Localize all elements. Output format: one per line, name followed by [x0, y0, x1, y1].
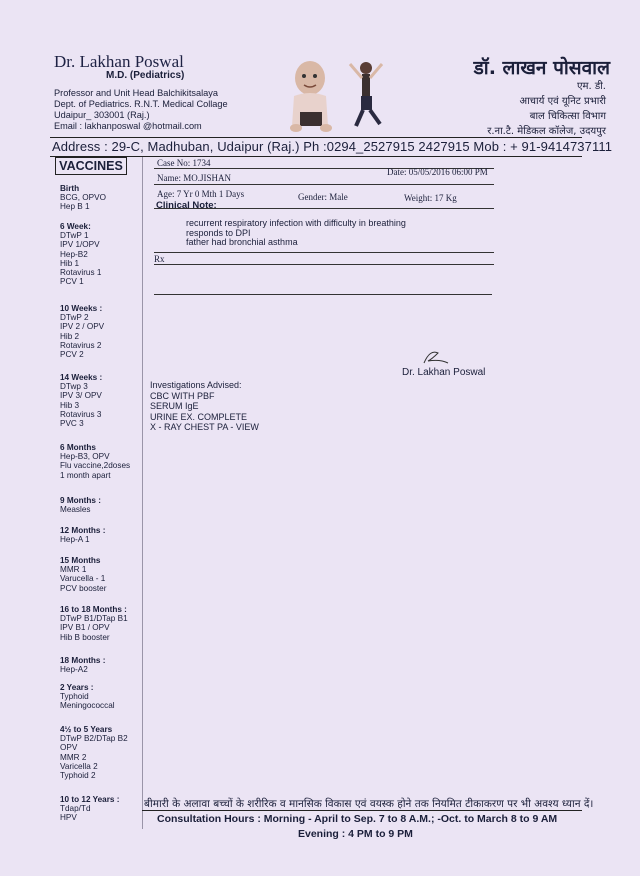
case-number: Case No: 1734: [157, 158, 211, 168]
doctor-city-line: Udaipur_ 303001 (Raj.): [54, 110, 150, 120]
doctor-dept-line: Dept. of Pediatrics. R.N.T. Medical Collage: [54, 99, 228, 109]
vaccine-item: DTwP 1: [60, 231, 89, 241]
visit-date: Date: 05/05/2016 06:00 PM: [387, 167, 488, 177]
vaccine-item: Varucella - 1: [60, 574, 106, 584]
vaccine-item: Hep B 1: [60, 202, 90, 212]
vaccine-group: [60, 184, 106, 212]
vaccines-title: VACCINES: [55, 157, 127, 175]
column-divider: [142, 157, 143, 829]
vaccine-item: IPV 3/ OPV: [60, 391, 102, 401]
vaccine-item: HPV: [60, 813, 77, 823]
vaccine-item: PCV 1: [60, 277, 84, 287]
vaccine-item: DTwP B2/DTap B2: [60, 734, 128, 744]
clinical-note-line: responds to DPI: [186, 228, 251, 238]
vaccine-group-title: 2 Years :: [60, 683, 94, 692]
footer-rule: [142, 810, 582, 811]
header-rule-bottom: [50, 156, 582, 157]
doctor-name-hindi: डॉ. लाखन पोसवाल: [473, 57, 610, 79]
vaccine-item: Hib 2: [60, 331, 80, 341]
vaccine-item: PVC 3: [60, 419, 84, 429]
vaccine-group-title: 12 Months :: [60, 526, 106, 535]
vaccine-item: OPV: [60, 743, 78, 753]
vaccine-item: DTwP B1/DTap B1: [60, 614, 128, 624]
vaccine-item: Typhoid: [60, 692, 89, 702]
vaccine-item: PCV 2: [60, 350, 84, 360]
vaccine-group-title: 15 Months: [60, 556, 101, 565]
vaccine-group-title: Birth: [60, 184, 80, 193]
vaccine-group: [60, 656, 106, 674]
vaccine-group-title: 16 to 18 Months :: [60, 605, 127, 614]
rx-label: Rx: [154, 254, 165, 264]
vaccine-item: Hep-B3, OPV: [60, 452, 110, 462]
vaccine-group-title: 10 to 12 Years :: [60, 795, 120, 804]
vaccine-item: Hep-A2: [60, 665, 88, 675]
dept-hindi: बाल चिकित्सा विभाग: [529, 111, 606, 122]
doctor-title-line: Professor and Unit Head Balchikitsalaya: [54, 88, 218, 98]
vaccine-item: DTwp 3: [60, 382, 88, 392]
vaccine-group-title: 10 Weeks :: [60, 304, 103, 313]
vaccine-group: [60, 556, 106, 593]
investigations-title: Investigations Advised:: [150, 380, 242, 390]
vaccine-item: Hib 3: [60, 400, 80, 410]
vaccine-item: MMR 2: [60, 752, 87, 762]
rx-rule-mid: [154, 264, 494, 265]
patient-weight: Weight: 17 Kg: [404, 193, 457, 203]
vaccine-group-title: 6 Week:: [60, 222, 91, 231]
doctor-degree: M.D. (Pediatrics): [106, 70, 185, 81]
vaccine-item: BCG, OPVO: [60, 193, 106, 203]
signature-name: Dr. Lakhan Poswal: [402, 367, 486, 378]
vaccine-group: [60, 795, 119, 823]
vaccine-group-title: 18 Months :: [60, 656, 106, 665]
doctor-name: Dr. Lakhan Poswal: [54, 52, 184, 71]
evening-hours: Evening : 4 PM to 9 PM: [298, 828, 413, 840]
vaccine-item: Hib 1: [60, 258, 80, 268]
clinical-note-line: father had bronchial asthma: [186, 237, 298, 247]
vaccine-item: Hep-B2: [60, 249, 88, 259]
vaccine-item: Typhoid 2: [60, 771, 96, 781]
vaccine-group: [60, 373, 102, 428]
investigation-item: SERUM IgE: [150, 401, 199, 411]
consultation-hours: Consultation Hours : Morning - April to Sep. 7 to 8 A.M.; -Oct. to March 8 to 9 AM: [157, 813, 558, 825]
vaccine-group-title: 14 Weeks :: [60, 373, 103, 382]
college-hindi: र.ना.टै. मेडिकल कॉलेज, उदयपुर: [487, 126, 606, 137]
vaccine-item: MMR 1: [60, 565, 87, 575]
degree-hindi: एम. डी.: [577, 81, 606, 92]
doctor-email-line: Email : lakhanposwal @hotmail.com: [54, 121, 202, 131]
vaccine-item: Meningococcal: [60, 701, 115, 711]
footer-hindi-note: बीमारी के अलावा बच्चों के शरीरिक व मानसिक विकास एवं वयस्क होने तक नियमित टीकाकरण पर भी अवश्य ध्यान दें।: [144, 798, 594, 810]
header-rule-top: [50, 137, 582, 138]
investigation-item: X - RAY CHEST PA - VIEW: [150, 422, 259, 432]
name-rule: [154, 184, 494, 185]
vaccine-item: Rotavirus 3: [60, 409, 102, 419]
vaccine-group-title: 9 Months :: [60, 496, 101, 505]
vaccine-item: Varicella 2: [60, 761, 98, 771]
vaccine-group-title: 6 Months: [60, 443, 96, 452]
clinical-note-line: recurrent respiratory infection with difficulty in breathing: [186, 218, 406, 228]
clinical-note-title: Clinical Note:: [156, 200, 217, 211]
vaccine-item: Hib B booster: [60, 632, 110, 642]
vaccine-item: IPV 2 / OPV: [60, 322, 105, 332]
vaccine-item: Rotavirus 2: [60, 340, 102, 350]
vaccine-group: [60, 605, 128, 642]
investigation-item: CBC WITH PBF: [150, 390, 215, 401]
vaccine-group: [60, 526, 106, 544]
address-line: Address : 29-C, Madhuban, Udaipur (Raj.) Ph :0294_2527915 2427915 Mob : + 91-9414737111: [52, 139, 613, 154]
vaccine-item: Hep-A 1: [60, 535, 90, 545]
vaccine-item: IPV B1 / OPV: [60, 623, 110, 633]
patient-age: Age: 7 Yr 0 Mth 1 Days: [157, 189, 245, 199]
vaccine-item: IPV 1/OPV: [60, 240, 100, 250]
title-hindi: आचार्य एवं यूनिट प्रभारी: [519, 96, 606, 107]
vaccine-group: [60, 304, 104, 359]
vaccine-group: [60, 222, 101, 286]
vaccine-item: 1 month apart: [60, 470, 111, 480]
vaccine-group: [60, 683, 115, 711]
signature-mark: [420, 345, 452, 367]
vaccine-item: Flu vaccine,2doses: [60, 461, 131, 471]
rx-rule-bottom: [154, 294, 492, 295]
rx-rule-top: [154, 252, 494, 253]
investigations: [150, 380, 259, 433]
vaccine-item: Rotavirus 1: [60, 268, 102, 278]
patient-gender: Gender: Male: [298, 192, 348, 202]
patient-name: Name: MO.JISHAN: [157, 173, 231, 183]
vaccine-item: PCV booster: [60, 583, 107, 593]
vaccine-group-title: 4½ to 5 Years: [60, 725, 113, 734]
vaccine-group: [60, 496, 101, 514]
baby-logo-image: [282, 56, 394, 136]
vaccine-item: Measles: [60, 505, 91, 515]
vaccine-group: [60, 725, 128, 780]
vaccine-group: [60, 443, 130, 480]
investigation-item: URINE EX. COMPLETE: [150, 411, 248, 422]
vaccine-item: Tdap/Td: [60, 804, 91, 814]
vaccine-item: DTwP 2: [60, 313, 89, 323]
